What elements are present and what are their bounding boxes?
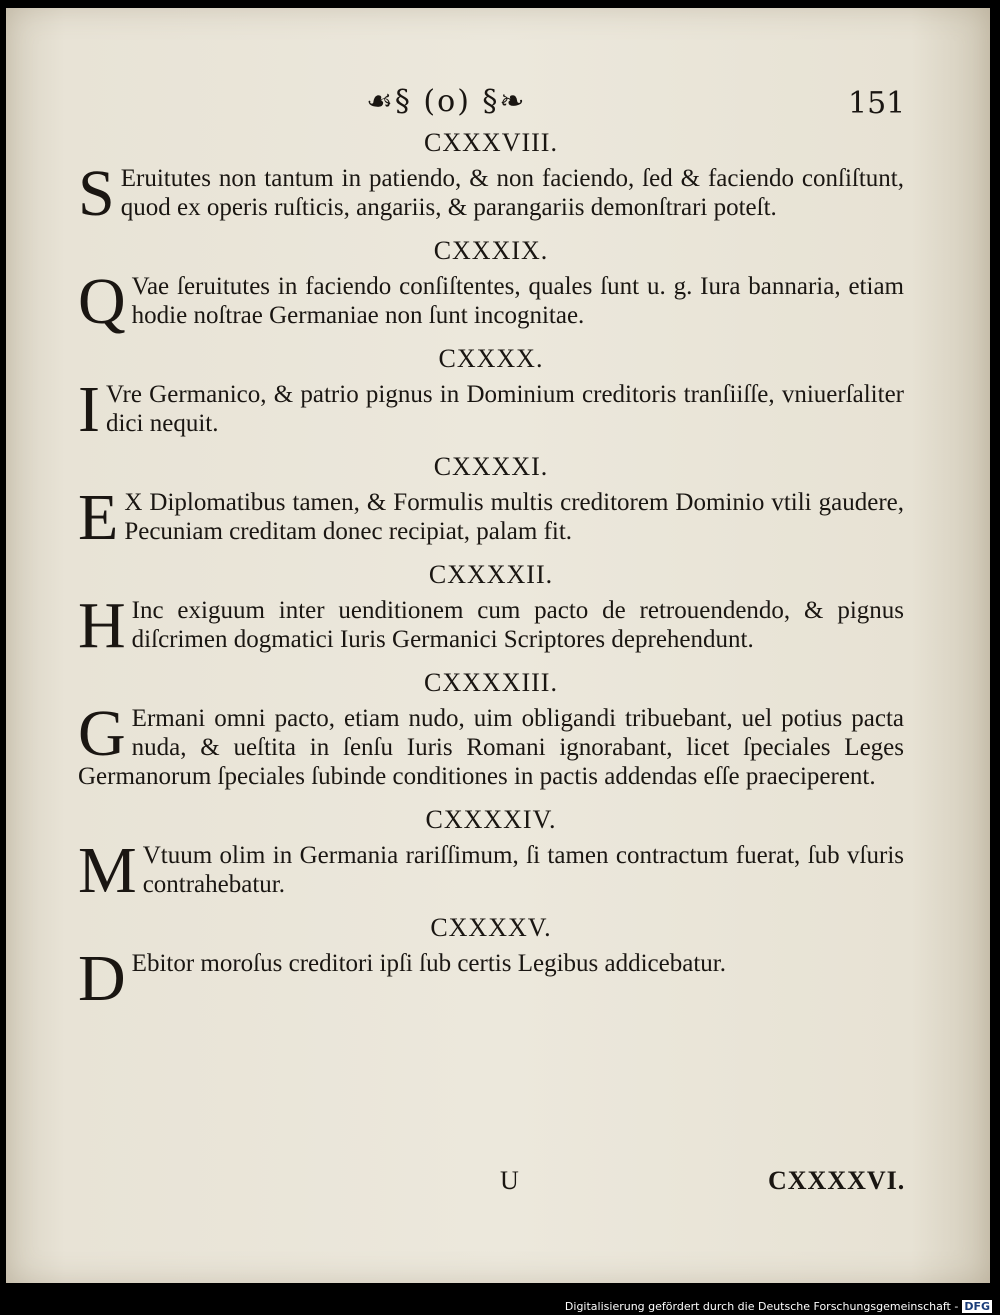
section-numeral: CXXXXIII. [424,668,558,697]
section [78,558,904,662]
section-paragraph [78,481,904,554]
header-ornament: ☙§ (o) §❧ [366,84,527,119]
credit-text: Digitalisierung gefördert durch die Deutsche Forschungsgemeinschaft - [564,1300,959,1313]
section [78,666,904,791]
section-paragraph [78,589,904,662]
section [78,450,904,554]
paragraph-text: Eruitutes non tantum in patiendo, & non faciendo, ſed & faciendo conſiſtunt, quod ex operis ruſticis, angariis, & parangariis demonſtrari poteſt. [120,165,904,221]
section-numeral: CXXXVIII. [424,128,558,157]
section [78,342,904,446]
running-header [6,84,990,124]
drop-initial: E [78,481,119,554]
section-paragraph [78,265,904,338]
dfg-logo: DFG [964,1300,990,1313]
paragraph-text: Vae ſeruitutes in faciendo conſiſtentes, quales ſunt u. g. Iura bannaria, etiam hodie noſtrae Germaniae non ſunt incognitae. [131,273,904,329]
section-numeral: CXXXX. [438,344,544,373]
drop-initial: M [78,834,137,907]
section-paragraph [78,834,904,907]
paragraph-text: Ebitor moroſus creditori ipſi ſub certis Legibus addicebatur. [131,950,726,977]
section-numeral: CXXXIX. [433,236,549,265]
section [78,126,904,230]
drop-initial: G [78,697,126,770]
paragraph-text: Ermani omni pacto, etiam nudo, uim obligandi tribuebant, uel potius pacta nuda, & ueſtita in ſenſu Iuris Romani ignorabant, licet ſpeciales Leges Germanorum ſpeciales ſubinde conditiones in pactis addendas eſſe praeciperent. [78,705,904,790]
section-paragraph [78,157,904,230]
section [78,234,904,338]
drop-initial: S [78,157,115,230]
section-numeral: CXXXXV. [430,913,552,942]
digitization-credit [565,1300,992,1313]
drop-initial: H [78,589,126,662]
section [78,911,904,1015]
section-numeral: CXXXXII. [428,560,554,589]
page-body [78,126,904,1015]
catchword: CXXXXVI. [768,1166,906,1195]
drop-initial: Q [78,265,126,338]
paragraph-text: Inc exiguum inter uenditionem cum pacto de retrouendendo, & pignus diſcrimen dogmatici Iuris Germanici Scriptores deprehendunt. [131,597,904,653]
section-numeral: CXXXXIV. [425,805,557,834]
section-numeral: CXXXXI. [433,452,549,481]
page-number: 151 [848,86,906,121]
section-paragraph [78,942,904,1015]
paragraph-text: X Diplomatibus tamen, & Formulis multis creditorem Dominio vtili gaudere, Pecuniam creditam donec recipiat, palam fit. [124,489,904,545]
paragraph-text: Vre Germanico, & patrio pignus in Dominium creditoris tranſiiſſe, vniuerſaliter dici nequit. [105,381,904,437]
section [78,803,904,907]
paragraph-text: Vtuum olim in Germania rariſſimum, ſi tamen contractum fuerat, ſub vſuris contrahebatur. [142,842,904,898]
signature-mark: U [500,1166,519,1195]
book-page [6,8,990,1283]
drop-initial: I [78,373,100,446]
section-paragraph [78,373,904,446]
drop-initial: D [78,942,126,1015]
section-paragraph [78,697,904,791]
